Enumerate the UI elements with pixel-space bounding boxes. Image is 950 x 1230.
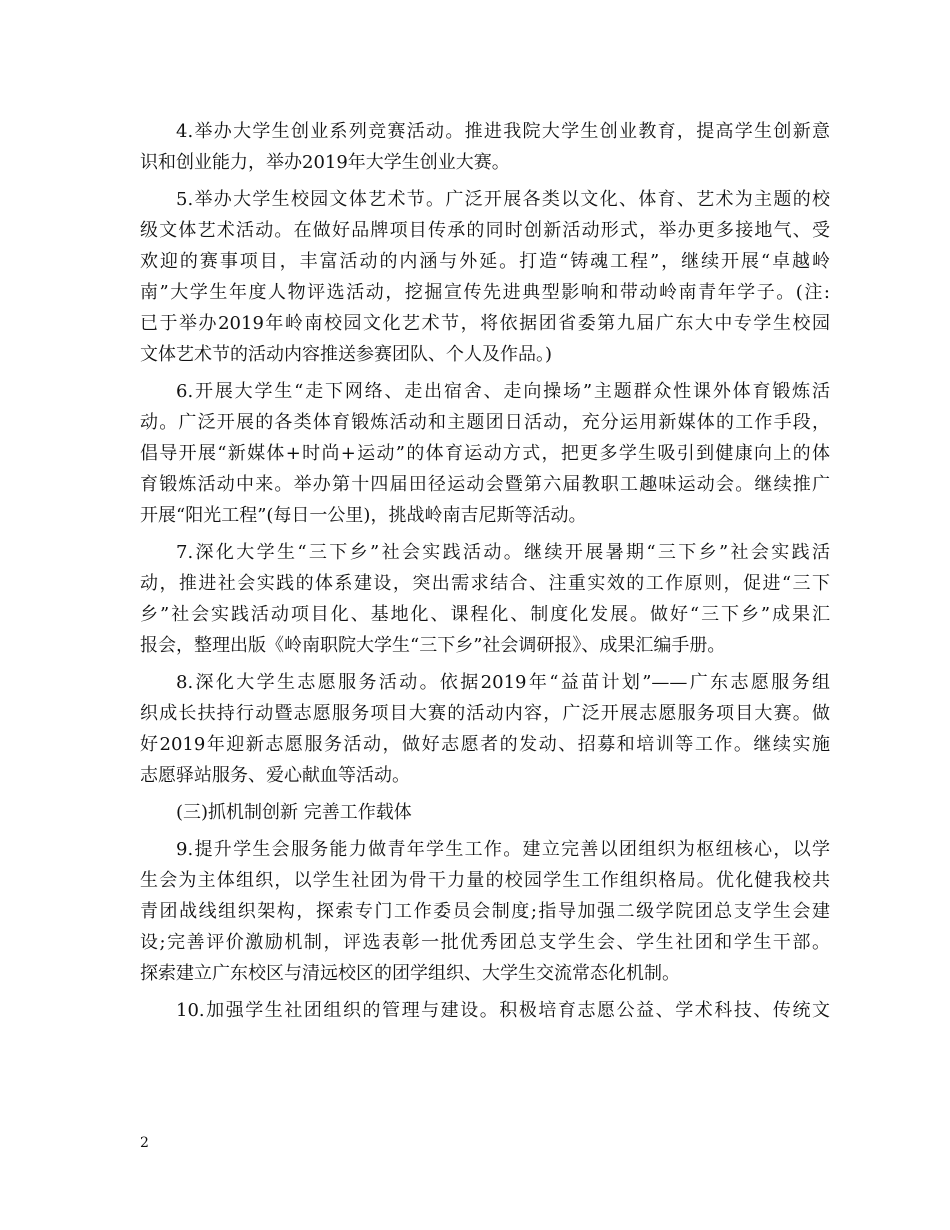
section-heading	[140, 797, 830, 828]
text-line: 探索建立广东校区与清远校区的团学组织、大学生交流常态化机制。	[140, 963, 680, 984]
text-line: 开展“阳光工程”(每日一公里)，挑战岭南吉尼斯等活动。	[140, 505, 587, 526]
text-line: 志愿驿站服务、爱心献血等活动。	[140, 765, 410, 786]
text-line: 乡”社会实践活动项目化、基地化、课程化、制度化发展。做好“三下乡”成果汇	[140, 604, 830, 625]
text-line: 织成长扶持行动暨志愿服务项目大赛的活动内容，广泛开展志愿服务项目大赛。做	[140, 703, 830, 724]
text-line: 生会为主体组织，以学生社团为骨干力量的校园学生工作组织格局。优化健我校共	[140, 870, 830, 891]
text-line: 5.举办大学生校园文体艺术节。广泛开展各类以文化、体育、艺术为主题的校	[176, 189, 830, 210]
paragraph-item-10	[140, 995, 830, 1026]
paragraph-item-8	[140, 667, 830, 791]
text-line: 欢迎的赛事项目，丰富活动的内涵与外延。打造“铸魂工程”，继续开展“卓越岭	[140, 251, 830, 272]
text-line: 6.开展大学生“走下网络、走出宿舍、走向操场”主题群众性课外体育锻炼活	[176, 381, 830, 402]
paragraph-item-4	[140, 116, 830, 178]
text-line: 识和创业能力，举办2019年大学生创业大赛。	[140, 152, 510, 173]
text-line: 设;完善评价激励机制，评选表彰一批优秀团总支学生会、学生社团和学生干部。	[140, 932, 830, 953]
text-line: 已于举办2019年岭南校园文化艺术节，将依据团省委第九届广东大中专学生校园	[140, 313, 830, 334]
paragraph-item-5	[140, 184, 830, 370]
paragraph-item-9	[140, 834, 830, 989]
page-number: 2	[140, 1135, 149, 1151]
text-line: 10.加强学生社团组织的管理与建设。积极培育志愿公益、学术科技、传统文	[176, 1000, 830, 1021]
text-line: 7.深化大学生“三下乡”社会实践活动。继续开展暑期“三下乡”社会实践活	[176, 542, 830, 563]
text-line: (三)抓机制创新 完善工作载体	[176, 802, 412, 823]
paragraph-item-6	[140, 376, 830, 531]
text-line: 文体艺术节的活动内容推送参赛团队、个人及作品。)	[140, 344, 553, 365]
text-line: 南”大学生年度人物评选活动，挖掘宣传先进典型影响和带动岭南青年学子。(注:	[140, 282, 830, 303]
text-line: 动，推进社会实践的体系建设，突出需求结合、注重实效的工作原则，促进“三下	[140, 573, 830, 594]
document-body	[140, 116, 830, 1032]
text-line: 倡导开展“新媒体+时尚+运动”的体育运动方式，把更多学生吸引到健康向上的体	[140, 443, 830, 464]
text-line: 动。广泛开展的各类体育锻炼活动和主题团日活动，充分运用新媒体的工作手段，	[140, 412, 830, 433]
text-line: 9.提升学生会服务能力做青年学生工作。建立完善以团组织为枢纽核心，以学	[176, 839, 830, 860]
text-line: 好2019年迎新志愿服务活动，做好志愿者的发动、招募和培训等工作。继续实施	[140, 734, 830, 755]
paragraph-item-7	[140, 537, 830, 661]
text-line: 4.举办大学生创业系列竞赛活动。推进我院大学生创业教育，提高学生创新意	[176, 121, 830, 142]
text-line: 8.深化大学生志愿服务活动。依据2019年“益苗计划”——广东志愿服务组	[176, 672, 830, 693]
text-line: 育锻炼活动中来。举办第十四届田径运动会暨第六届教职工趣味运动会。继续推广	[140, 474, 830, 495]
text-line: 青团战线组织架构，探索专门工作委员会制度;指导加强二级学院团总支学生会建	[140, 901, 830, 922]
text-line: 级文体艺术活动。在做好品牌项目传承的同时创新活动形式，举办更多接地气、受	[140, 220, 830, 241]
text-line: 报会，整理出版《岭南职院大学生“三下乡”社会调研报》、成果汇编手册。	[140, 635, 726, 656]
